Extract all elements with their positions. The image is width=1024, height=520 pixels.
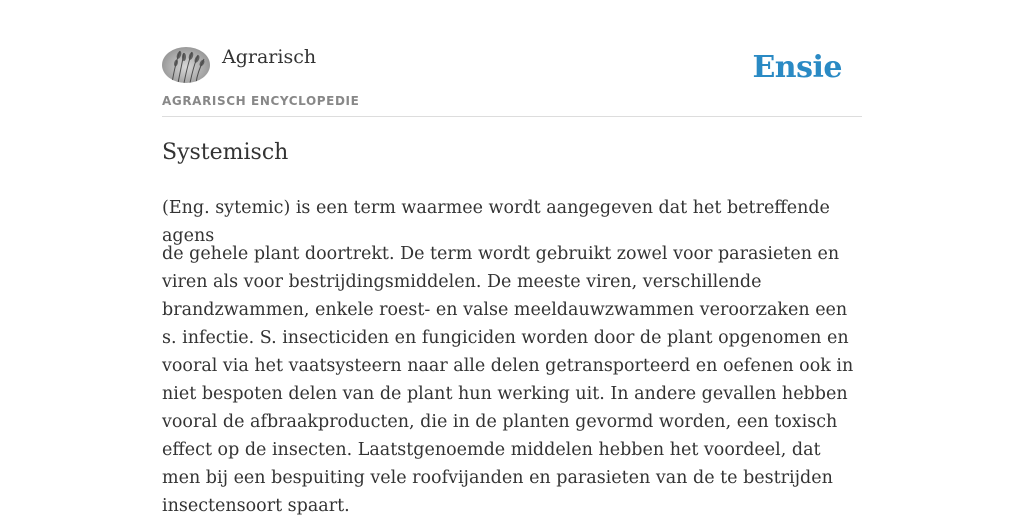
article-title: Systemisch [162, 140, 289, 165]
article-lead: (Eng. sytemic) is een term waarmee wordt aangegeven dat het betreffende agens [162, 198, 830, 246]
category-link[interactable]: Agrarisch [222, 46, 317, 68]
article-body: de gehele plant doortrekt. De term wordt gebruikt zowel voor parasieten en viren als voor bestrijdingsmiddelen. De meeste viren, verschillende brandzwammen, enkele roest- en valse meeldauwzwammen veroorzaken een s. infectie. S. insecticiden en fungiciden worden door de plant opgenomen en vooral via het vaatsysteern naar alle delen getransporteerd en oefenen ook in niet bespoten delen van de plant hun werking uit. In andere gevallen hebben vooral de afbraakproducten, die in de planten gevormd worden, een toxisch effect op de insecten. Laatstgenoemde middelen hebben het voordeel, dat men bij een bespuiting vele roofvijanden en parasieten van de te bestrijden insectensoort spaart. [162, 244, 854, 516]
encyclopedia-subtitle[interactable]: AGRARISCH ENCYCLOPEDIE [162, 94, 360, 108]
wheat-logo-icon[interactable] [162, 47, 210, 83]
brand-logo[interactable]: Ensie [752, 50, 842, 85]
site-header [162, 44, 862, 117]
